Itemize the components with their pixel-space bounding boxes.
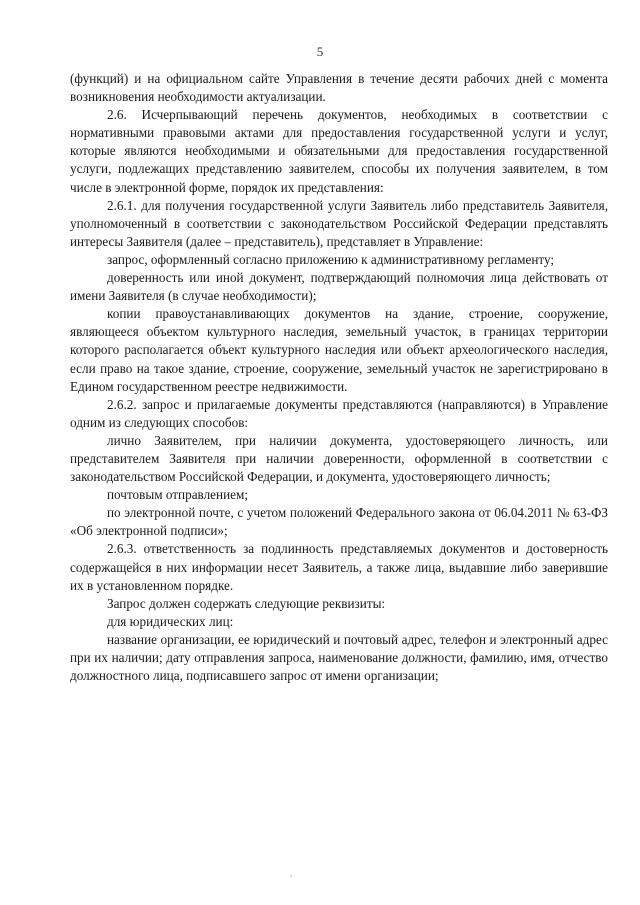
- paragraph: копии правоустанавливающих документов на здание, строение, сооружение, являющееся объектом культурного наследия, земельный участок, в границах территории которого располагается объект культурного наследия или объект археологического наследия, если право на такое здание, строение, сооружение, земельный участок не зарегистрировано в Едином государственном реестре недвижимости.: [70, 306, 608, 394]
- paragraph: 2.6.2. запрос и прилагаемые документы представляются (направляются) в Управление одним из следующих способов:: [70, 396, 608, 430]
- paragraph: запрос, оформленный согласно приложению к административному регламенту;: [107, 251, 555, 267]
- page-number: 5: [316, 44, 324, 59]
- paragraph: Запрос должен содержать следующие реквизиты:: [107, 595, 386, 611]
- paragraph: доверенность или иной документ, подтверждающий полномочия лица действовать от имени Заявителя (в случае необходимости);: [70, 270, 608, 304]
- paragraph: название организации, ее юридический и почтовый адрес, телефон и электронный адрес при их наличии; дату отправления запроса, наименование должности, фамилию, имя, отчество должностного лица, подписавшего запрос от имени организации;: [70, 631, 608, 684]
- paragraph: лично Заявителем, при наличии документа, удостоверяющего личность, или представителем Заявителя при наличии доверенности, оформленной в соответствии с законодательством Российской Федерации, и документа, удостоверяющего личность;: [70, 432, 608, 485]
- paragraph: 2.6.3. ответственность за подлинность представляемых документов и достоверность содержащейся в них информации несет Заявитель, а также лица, выдавшие либо заверившие их в установленном порядке.: [70, 541, 608, 593]
- paragraph: 2.6. Исчерпывающий перечень документов, необходимых в соответствии с нормативными правовыми актами для предоставления государственной услуги и услуг, которые являются необходимыми и обязательными для предоставления государственной услуги, подлежащих представлению заявителем, способы их получения заявителем, в том числе в электронной форме, порядок их представления:: [70, 107, 608, 195]
- document-body: [70, 70, 608, 685]
- paragraph: (функций) и на официальном сайте Управления в течение десяти рабочих дней с момента возникновения необходимости актуализации.: [70, 71, 608, 105]
- paragraph: по электронной почте, с учетом положений Федерального закона от 06.04.2011 № 63-ФЗ «Об электронной подписи»;: [70, 505, 608, 539]
- paragraph: 2.6.1. для получения государственной услуги Заявитель либо представитель Заявителя, уполномоченный в соответствии с законодательством Российской Федерации представлять интересы Заявителя (далее – представитель), представляет в Управление:: [70, 197, 608, 249]
- paragraph: почтовым отправлением;: [107, 487, 249, 503]
- scan-speck: [290, 875, 292, 877]
- paragraph: для юридических лиц:: [107, 613, 234, 629]
